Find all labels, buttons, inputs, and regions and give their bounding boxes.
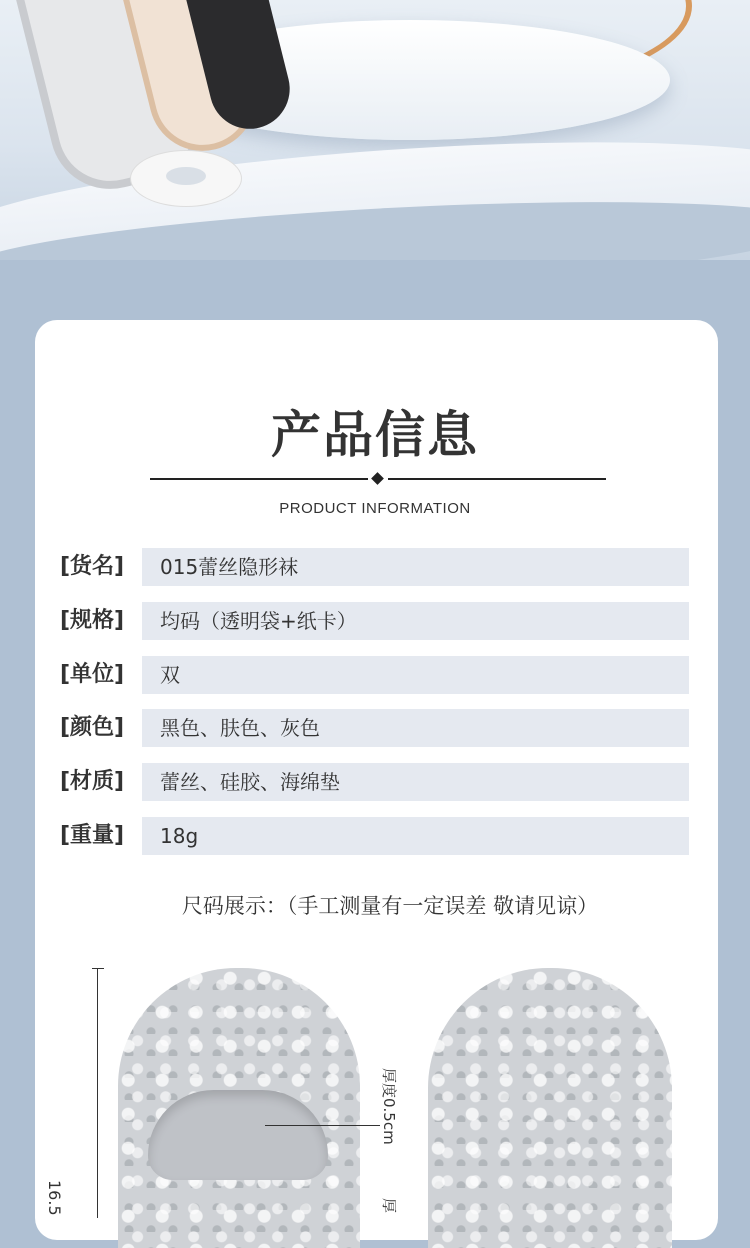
title-divider-right bbox=[388, 478, 606, 480]
info-row-name bbox=[60, 548, 690, 586]
info-label: [颜色] bbox=[60, 715, 125, 740]
length-label: 16.5 bbox=[45, 1180, 64, 1216]
thickness-label-cut: 厚 bbox=[380, 1198, 398, 1214]
info-value: 双 bbox=[142, 656, 689, 694]
info-label: [材质] bbox=[60, 769, 125, 794]
thickness-pointer bbox=[265, 1125, 380, 1126]
length-line bbox=[97, 968, 98, 1218]
info-row-weight bbox=[60, 817, 690, 855]
info-label: [单位] bbox=[60, 662, 125, 687]
size-note: 尺码展示：（手工测量有一定误差 敬请见谅） bbox=[181, 894, 599, 918]
info-value: 黑色、肤色、灰色 bbox=[142, 709, 689, 747]
info-value: 015蕾丝隐形袜 bbox=[142, 548, 689, 586]
info-row-spec bbox=[60, 602, 690, 640]
thickness-label: 厚度0.5cm bbox=[380, 1068, 398, 1145]
info-label: [重量] bbox=[60, 823, 125, 848]
section-subtitle: PRODUCT INFORMATION bbox=[279, 500, 471, 517]
sock-back-view bbox=[428, 968, 672, 1248]
section-title: 产品信息 bbox=[271, 406, 479, 464]
sock-hang-card bbox=[130, 150, 242, 207]
info-value: 蕾丝、硅胶、海绵垫 bbox=[142, 763, 689, 801]
info-value: 均码（透明袋+纸卡） bbox=[142, 602, 689, 640]
info-label: [规格] bbox=[60, 608, 125, 633]
product-photo bbox=[0, 0, 750, 260]
title-divider-left bbox=[150, 478, 368, 480]
heel-pad bbox=[148, 1090, 328, 1180]
info-row-material bbox=[60, 763, 690, 801]
info-row-color bbox=[60, 709, 690, 747]
info-row-unit bbox=[60, 656, 690, 694]
length-tick bbox=[92, 968, 104, 969]
info-label: [货名] bbox=[60, 554, 125, 579]
info-value: 18g bbox=[142, 817, 689, 855]
